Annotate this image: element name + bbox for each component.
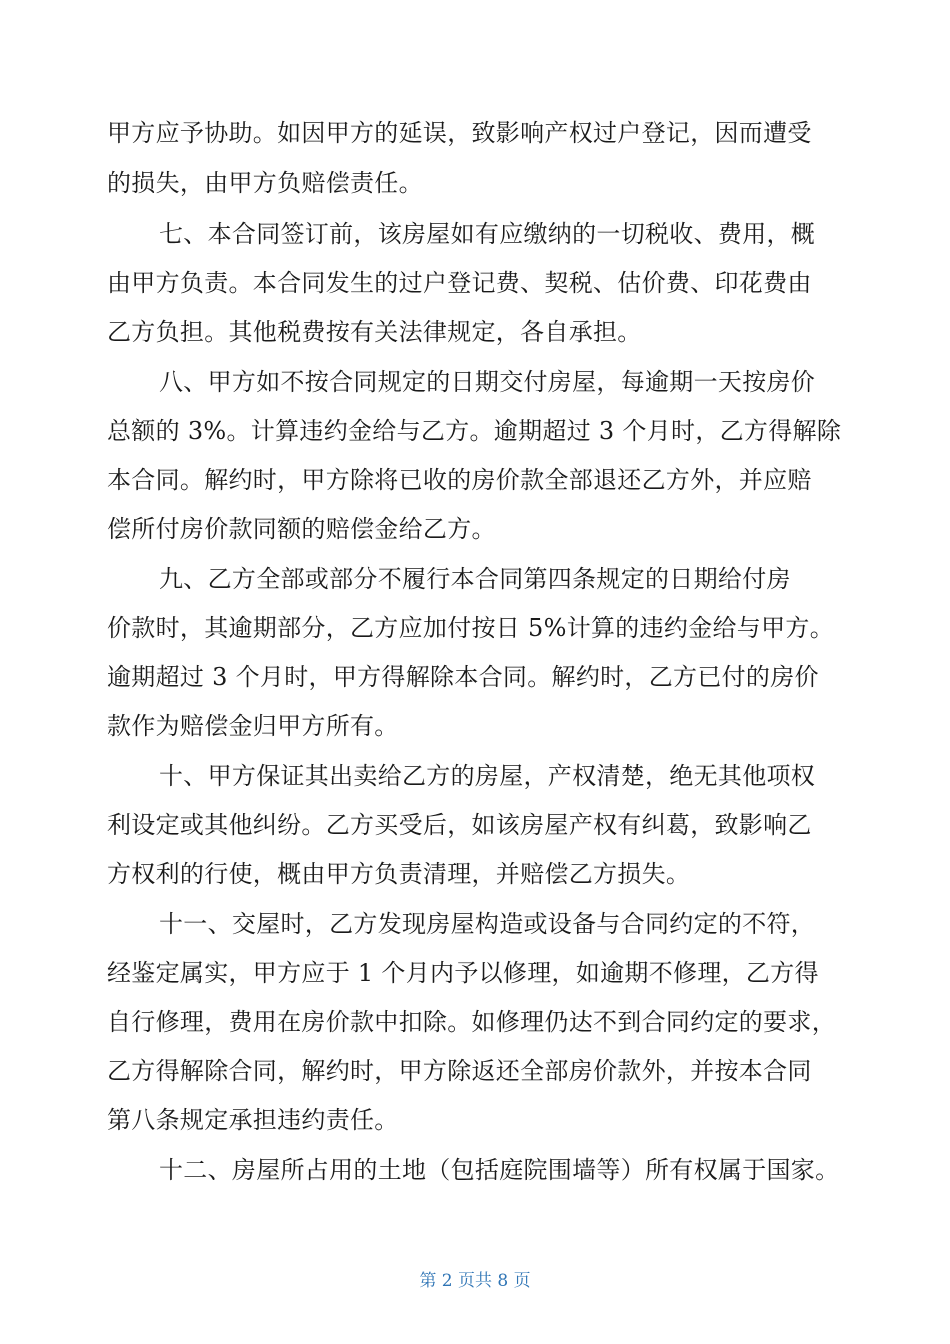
clause-8-line: 八、甲方如不按合同规定的日期交付房屋，每逾期一天按房价 [159, 368, 816, 396]
clause-11-line: 第八条规定承担违约责任。 [107, 1106, 399, 1134]
clause-9-line: 款作为赔偿金归甲方所有。 [107, 712, 399, 740]
page-indicator: 第 2 页共 8 页 [419, 1271, 531, 1291]
clause-8-line: 总额的 3%。计算违约金给与乙方。逾期超过 3 个月时，乙方得解除 [107, 417, 842, 445]
clause-11-line: 乙方得解除合同，解约时，甲方除返还全部房价款外，并按本合同 [107, 1057, 812, 1085]
clause-10-line: 方权利的行使，概由甲方负责清理，并赔偿乙方损失。 [107, 860, 691, 888]
clause-11-line: 经鉴定属实，甲方应于 1 个月内予以修理，如逾期不修理，乙方得 [107, 959, 819, 987]
clause-11-line: 自行修理，费用在房价款中扣除。如修理仍达不到合同约定的要求， [107, 1008, 836, 1036]
clause-9-line: 价款时，其逾期部分，乙方应加付按日 5%计算的违约金给与甲方。 [107, 614, 835, 642]
clause-8-line: 本合同。解约时，甲方除将已收的房价款全部退还乙方外，并应赔 [107, 466, 812, 494]
clause-7-line: 七、本合同签订前，该房屋如有应缴纳的一切税收、费用，概 [159, 220, 816, 248]
clause-11-line: 十一、交屋时，乙方发现房屋构造或设备与合同约定的不符， [159, 910, 816, 938]
clause-10-line: 利设定或其他纠纷。乙方买受后，如该房屋产权有纠葛，致影响乙 [107, 811, 812, 839]
clause-7-line: 乙方负担。其他税费按有关法律规定，各自承担。 [107, 318, 642, 346]
clause-10-line: 十、甲方保证其出卖给乙方的房屋，产权清楚，绝无其他项权 [159, 762, 816, 790]
paragraph-line: 甲方应予协助。如因甲方的延误，致影响产权过户登记，因而遭受 [107, 119, 812, 147]
clause-9-line: 九、乙方全部或部分不履行本合同第四条规定的日期给付房 [159, 565, 791, 593]
clause-7-line: 由甲方负责。本合同发生的过户登记费、契税、估价费、印花费由 [107, 269, 812, 297]
clause-12-line: 十二、房屋所占用的土地（包括庭院围墙等）所有权属于国家。 [159, 1156, 840, 1184]
clause-8-line: 偿所付房价款同额的赔偿金给乙方。 [107, 515, 496, 543]
paragraph-line: 的损失，由甲方负赔偿责任。 [107, 169, 423, 197]
clause-9-line: 逾期超过 3 个月时，甲方得解除本合同。解约时，乙方已付的房价 [107, 663, 819, 691]
